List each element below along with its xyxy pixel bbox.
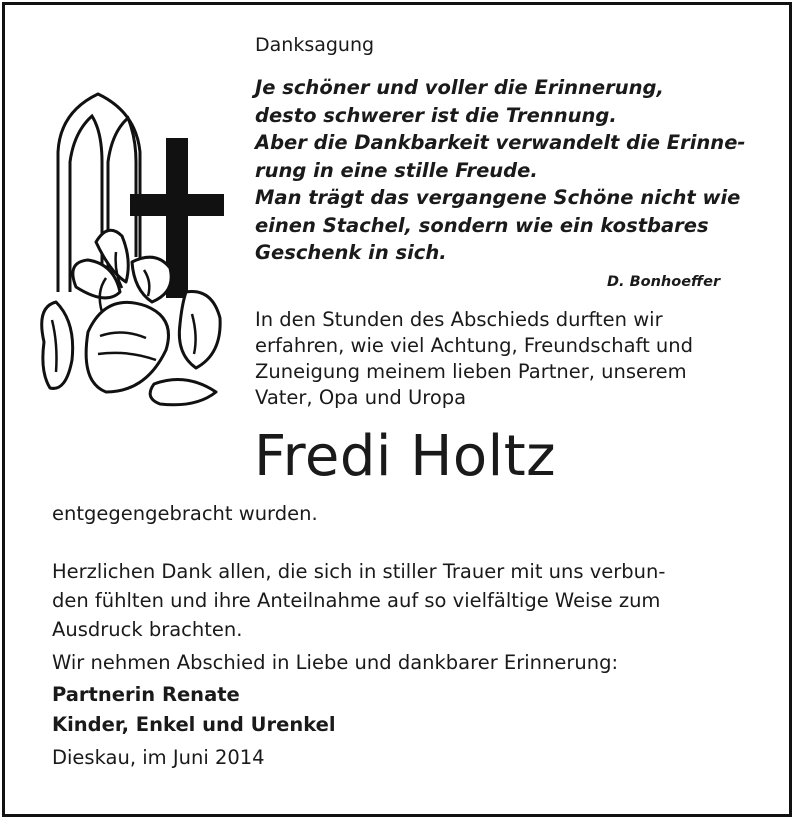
lily-leaf-right xyxy=(179,292,220,368)
deceased-name: Fredi Holtz xyxy=(254,424,557,489)
intro-line: erfahren, wie viel Achtung, Freundschaft und xyxy=(255,334,694,357)
intro-line: Zuneigung meinem lieben Partner, unserem xyxy=(255,360,687,383)
quote-line: Geschenk in sich. xyxy=(255,241,447,264)
intro-paragraph xyxy=(255,307,747,411)
lily-flower-lower xyxy=(86,302,168,392)
intro-line: In den Stunden des Abschieds durften wir xyxy=(255,308,663,331)
cross-horizontal xyxy=(130,194,224,216)
quote-line: Man trägt das vergangene Schöne nicht wie xyxy=(255,186,741,209)
thanks-line: Herzlichen Dank allen, die sich in stiller Trauer mit uns verbun- xyxy=(52,560,666,583)
mourner-name: Partnerin Renate xyxy=(52,683,240,706)
farewell-text: Wir nehmen Abschied in Liebe und dankbarer Erinnerung: xyxy=(52,651,619,674)
lily-petal-3 xyxy=(132,257,171,302)
notice-heading: Danksagung xyxy=(255,34,375,56)
mourner-name: Kinder, Enkel und Urenkel xyxy=(52,713,336,736)
bonhoeffer-quote xyxy=(255,74,746,267)
quote-author: D. Bonhoeffer xyxy=(607,274,721,290)
quote-line: rung in eine stille Freude. xyxy=(255,158,538,182)
intro-line: Vater, Opa und Uropa xyxy=(255,386,467,409)
quote-line: Aber die Dankbarkeit verwandelt die Erinne- xyxy=(255,131,746,154)
thanks-paragraph xyxy=(52,557,665,644)
place-date: Dieskau, im Juni 2014 xyxy=(52,746,265,769)
thanks-line: den fühlten und ihre Anteilnahme auf so vielfältige Weise zum xyxy=(52,589,661,612)
quote-line: Je schöner und voller die Erinnerung, xyxy=(255,76,664,99)
after-name-text: entgegengebracht wurden. xyxy=(52,502,318,525)
quote-line: einen Stachel, sondern wie ein kostbares xyxy=(255,213,709,237)
thanks-line: Ausdruck brachten. xyxy=(52,618,243,641)
lily-leaf-long xyxy=(150,380,216,405)
quote-line: desto schwerer ist die Trennung. xyxy=(255,103,617,127)
mourners-list xyxy=(52,680,336,740)
cross-lily-emblem-icon xyxy=(36,92,246,412)
